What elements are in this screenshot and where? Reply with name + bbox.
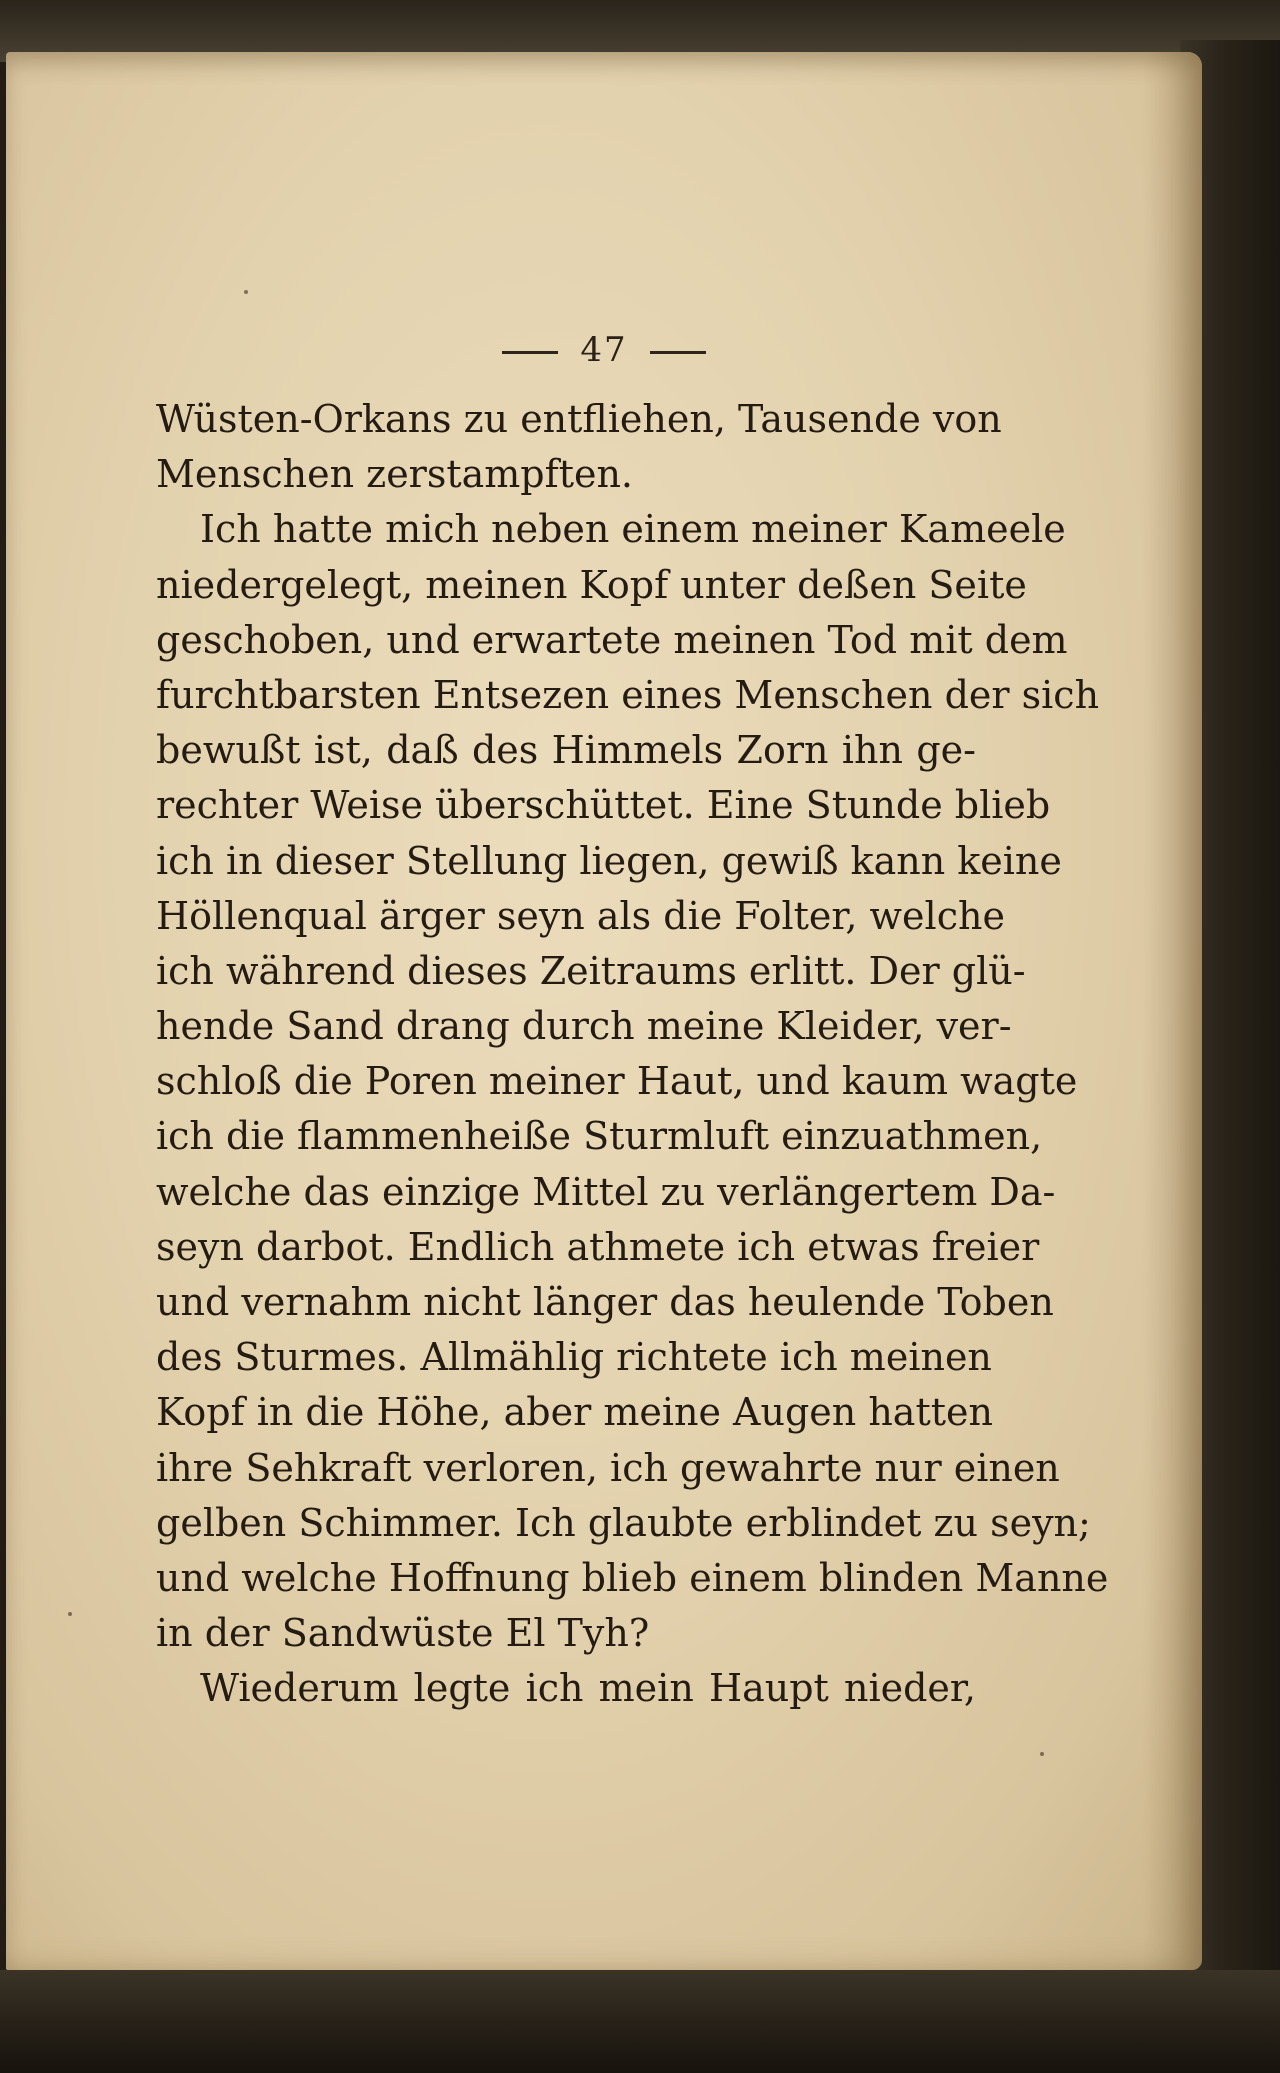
text-line: ihre Sehkraft verloren, ich gewahrte nur einen bbox=[156, 1445, 1060, 1490]
body-text bbox=[156, 392, 1109, 1717]
header-dash-right bbox=[650, 351, 706, 354]
text-line: und vernahm nicht länger das heulende Toben bbox=[156, 1280, 1054, 1324]
text-line: und welche Hoffnung blieb einem blinden Manne bbox=[156, 1555, 1109, 1600]
text-line: Kopf in die Höhe, aber meine Augen hatten bbox=[156, 1390, 993, 1435]
paper-speck bbox=[244, 290, 248, 294]
page-number: 47 bbox=[580, 330, 628, 370]
book-page bbox=[6, 52, 1202, 1970]
text-line: hende Sand drang durch meine Kleider, ver- bbox=[156, 1004, 1012, 1049]
text-line: Wüsten-Orkans zu entfliehen, Tausende von bbox=[156, 397, 1002, 441]
text-line: in der Sandwüste El Tyh? bbox=[156, 1611, 650, 1656]
text-line: schloß die Poren meiner Haut, und kaum wagte bbox=[156, 1059, 1078, 1104]
text-line: niedergelegt, meinen Kopf unter deßen Seite bbox=[156, 562, 1027, 607]
text-line: des Sturmes. Allmählig richtete ich meinen bbox=[156, 1335, 992, 1380]
text-line: Ich hatte mich neben einem meiner Kameele bbox=[200, 507, 1066, 552]
text-line: welche das einzige Mittel zu verlängertem Da- bbox=[156, 1169, 1056, 1214]
text-line: seyn darbot. Endlich athmete ich etwas freier bbox=[156, 1224, 1040, 1269]
text-line: rechter Weise überschüttet. Eine Stunde blieb bbox=[156, 783, 1051, 828]
text-line: ich die flammenheiße Sturmluft einzuathmen, bbox=[156, 1114, 1043, 1159]
text-line: ich während dieses Zeitraums erlitt. Der glü- bbox=[156, 948, 1026, 993]
paper-speck bbox=[1040, 1752, 1044, 1756]
header-dash-left bbox=[502, 351, 558, 354]
text-line: Wiederum legte ich mein Haupt nieder, bbox=[200, 1666, 976, 1711]
text-line: geschoben, und erwartete meinen Tod mit dem bbox=[156, 617, 1068, 662]
text-line: ich in dieser Stellung liegen, gewiß kann keine bbox=[156, 838, 1062, 883]
text-line: Menschen zerstampften. bbox=[156, 452, 634, 497]
text-line: bewußt ist, daß des Himmels Zorn ihn ge- bbox=[156, 728, 976, 773]
book-bottom-edge bbox=[0, 1970, 1280, 2073]
text-line: gelben Schimmer. Ich glaubte erblindet zu seyn; bbox=[156, 1500, 1091, 1545]
paper-speck bbox=[68, 1612, 72, 1616]
text-line: furchtbarsten Entsezen eines Menschen der sich bbox=[156, 672, 1100, 717]
page-header bbox=[6, 330, 1202, 370]
text-line: Höllenqual ärger seyn als die Folter, welche bbox=[156, 893, 1005, 938]
